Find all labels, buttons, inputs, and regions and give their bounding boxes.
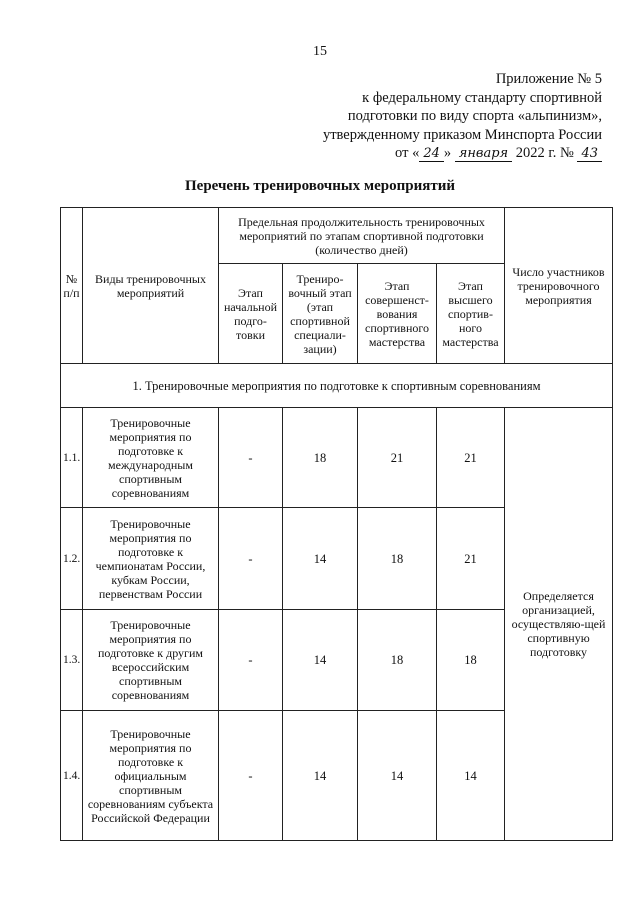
value-cell: 14 [283,610,358,711]
appendix-line: подготовки по виду спорта «альпинизм», [347,108,602,124]
table-row [61,408,613,508]
activity-name: Тренировочные мероприятия по подготовке к чемпионатам России, кубкам России, первенствам России [83,508,219,610]
section-row [61,364,613,408]
activity-name: Тренировочные мероприятия по подготовке к официальным спортивным соревнованиям субъекта Российской Федерации [83,711,219,841]
value-cell: - [219,610,283,711]
row-number: 1.4. [61,711,83,841]
value-cell: - [219,508,283,610]
header-num: № п/п [61,208,83,364]
date-prefix: от « [395,145,420,161]
participants-note: Определяется организацией, осуществляю-щей спортивную подготовку [505,408,613,841]
activity-name: Тренировочные мероприятия по подготовке к международным спортивным соревнованиям [83,408,219,508]
section-title: 1. Тренировочные мероприятия по подготовке к спортивным соревнованиям [61,364,613,408]
appendix-line: к федеральному стандарту спортивной [362,89,602,106]
header-participants: Число участников тренировочного мероприятия [505,208,613,364]
activity-name: Тренировочные мероприятия по подготовке к другим всероссийским спортивным соревнованиям [83,610,219,711]
header-stage: Этап совершенст-вования спортивного мастерства [358,264,437,364]
value-cell: 14 [437,711,505,841]
header-stage: Этап высшего спортив-ного мастерства [437,264,505,364]
value-cell: 18 [358,610,437,711]
row-number: 1.1. [61,408,83,508]
value-cell: - [219,711,283,841]
header-stage: Этап начальной подго-товки [219,264,283,364]
page-number: 15 [313,44,327,59]
row-number: 1.2. [61,508,83,610]
date-year: 2022 г. № [515,145,574,161]
header-type: Виды тренировочных мероприятий [83,208,219,364]
value-cell: 21 [358,408,437,508]
handwritten-day: 24 [419,146,444,162]
appendix-header [323,70,602,164]
handwritten-order-number: 43 [577,146,602,162]
date-mid: » [443,145,452,161]
value-cell: 21 [437,508,505,610]
value-cell: 18 [358,508,437,610]
header-row [61,208,613,264]
header-stage: Трениро-вочный этап (этап спортивной специали-зации) [283,264,358,364]
document-title: Перечень тренировочных мероприятий [185,178,455,194]
appendix-line: утвержденному приказом Минспорта России [322,126,602,143]
value-cell: 18 [437,610,505,711]
row-number: 1.3. [61,610,83,711]
value-cell: - [219,408,283,508]
value-cell: 14 [283,508,358,610]
value-cell: 21 [437,408,505,508]
header-duration: Предельная продолжительность тренировочных мероприятий по этапам спортивной подготовки (количество дней) [219,208,505,264]
value-cell: 18 [283,408,358,508]
value-cell: 14 [283,711,358,841]
appendix-title: Приложение № 5 [495,71,602,87]
value-cell: 14 [358,711,437,841]
appendix-date-line [323,144,602,164]
handwritten-month: января [455,146,512,162]
training-events-table [60,207,613,841]
